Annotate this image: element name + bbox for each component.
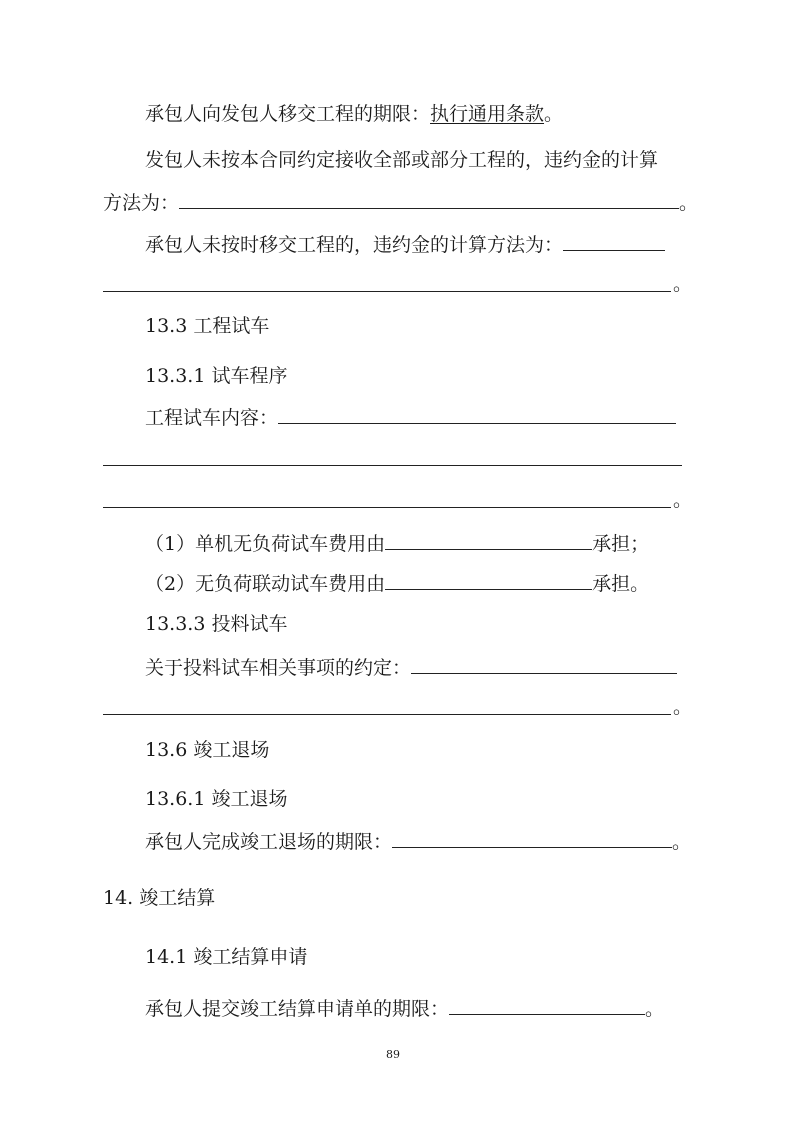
employer-default-text: 发包人未按本合同约定接收全部或部分工程的，违约金的计算	[145, 149, 659, 171]
settlement-deadline-line: 承包人提交竣工结算申请单的期限： 。	[145, 998, 665, 1020]
section-13-6-heading: 13.6 竣工退场	[145, 739, 270, 761]
feed-test-blank[interactable]	[411, 655, 677, 674]
handover-deadline-label: 承包人向发包人移交工程的期限：	[145, 103, 431, 125]
page-number: 89	[386, 1048, 400, 1061]
contractor-default-line: 承包人未按时移交工程的，违约金的计算方法为：	[145, 232, 665, 257]
linked-test-cost-line: （2）无负荷联动试车费用由 承担。	[145, 573, 650, 595]
section-13-3-3-heading: 13.3.3 投料试车	[145, 613, 288, 635]
test-content-line: 工程试车内容：	[145, 405, 676, 430]
section-13-3-heading: 13.3 工程试车	[145, 315, 270, 337]
single-machine-test-cost-blank[interactable]	[385, 531, 592, 550]
contractor-default-blank[interactable]	[563, 232, 665, 251]
single-machine-test-cost-line: （1）单机无负荷试车费用由 承担；	[145, 533, 650, 555]
handover-deadline-line: 承包人向发包人移交工程的期限：执行通用条款。	[145, 103, 564, 125]
handover-deadline-value: 执行通用条款	[430, 103, 545, 125]
exit-deadline-blank[interactable]	[392, 829, 672, 848]
section-14-1-heading: 14.1 竣工结算申请	[145, 946, 308, 968]
employer-default-method-line: 方法为： 。	[103, 192, 699, 214]
exit-deadline-line: 承包人完成竣工退场的期限： 。	[145, 831, 692, 853]
contractor-default-blank-continued[interactable]	[103, 291, 671, 292]
settlement-deadline-blank[interactable]	[449, 996, 645, 1015]
employer-default-method-blank[interactable]	[179, 190, 679, 209]
feed-test-blank-2[interactable]	[103, 714, 671, 715]
section-13-3-1-heading: 13.3.1 试车程序	[145, 365, 288, 387]
test-content-blank-3[interactable]	[103, 507, 671, 508]
section-13-6-1-heading: 13.6.1 竣工退场	[145, 788, 288, 810]
linked-test-cost-blank[interactable]	[385, 571, 592, 590]
feed-test-line: 关于投料试车相关事项的约定：	[145, 655, 677, 680]
section-14-heading: 14. 竣工结算	[103, 887, 216, 909]
test-content-blank-2[interactable]	[103, 465, 682, 466]
test-content-blank[interactable]	[278, 405, 676, 424]
